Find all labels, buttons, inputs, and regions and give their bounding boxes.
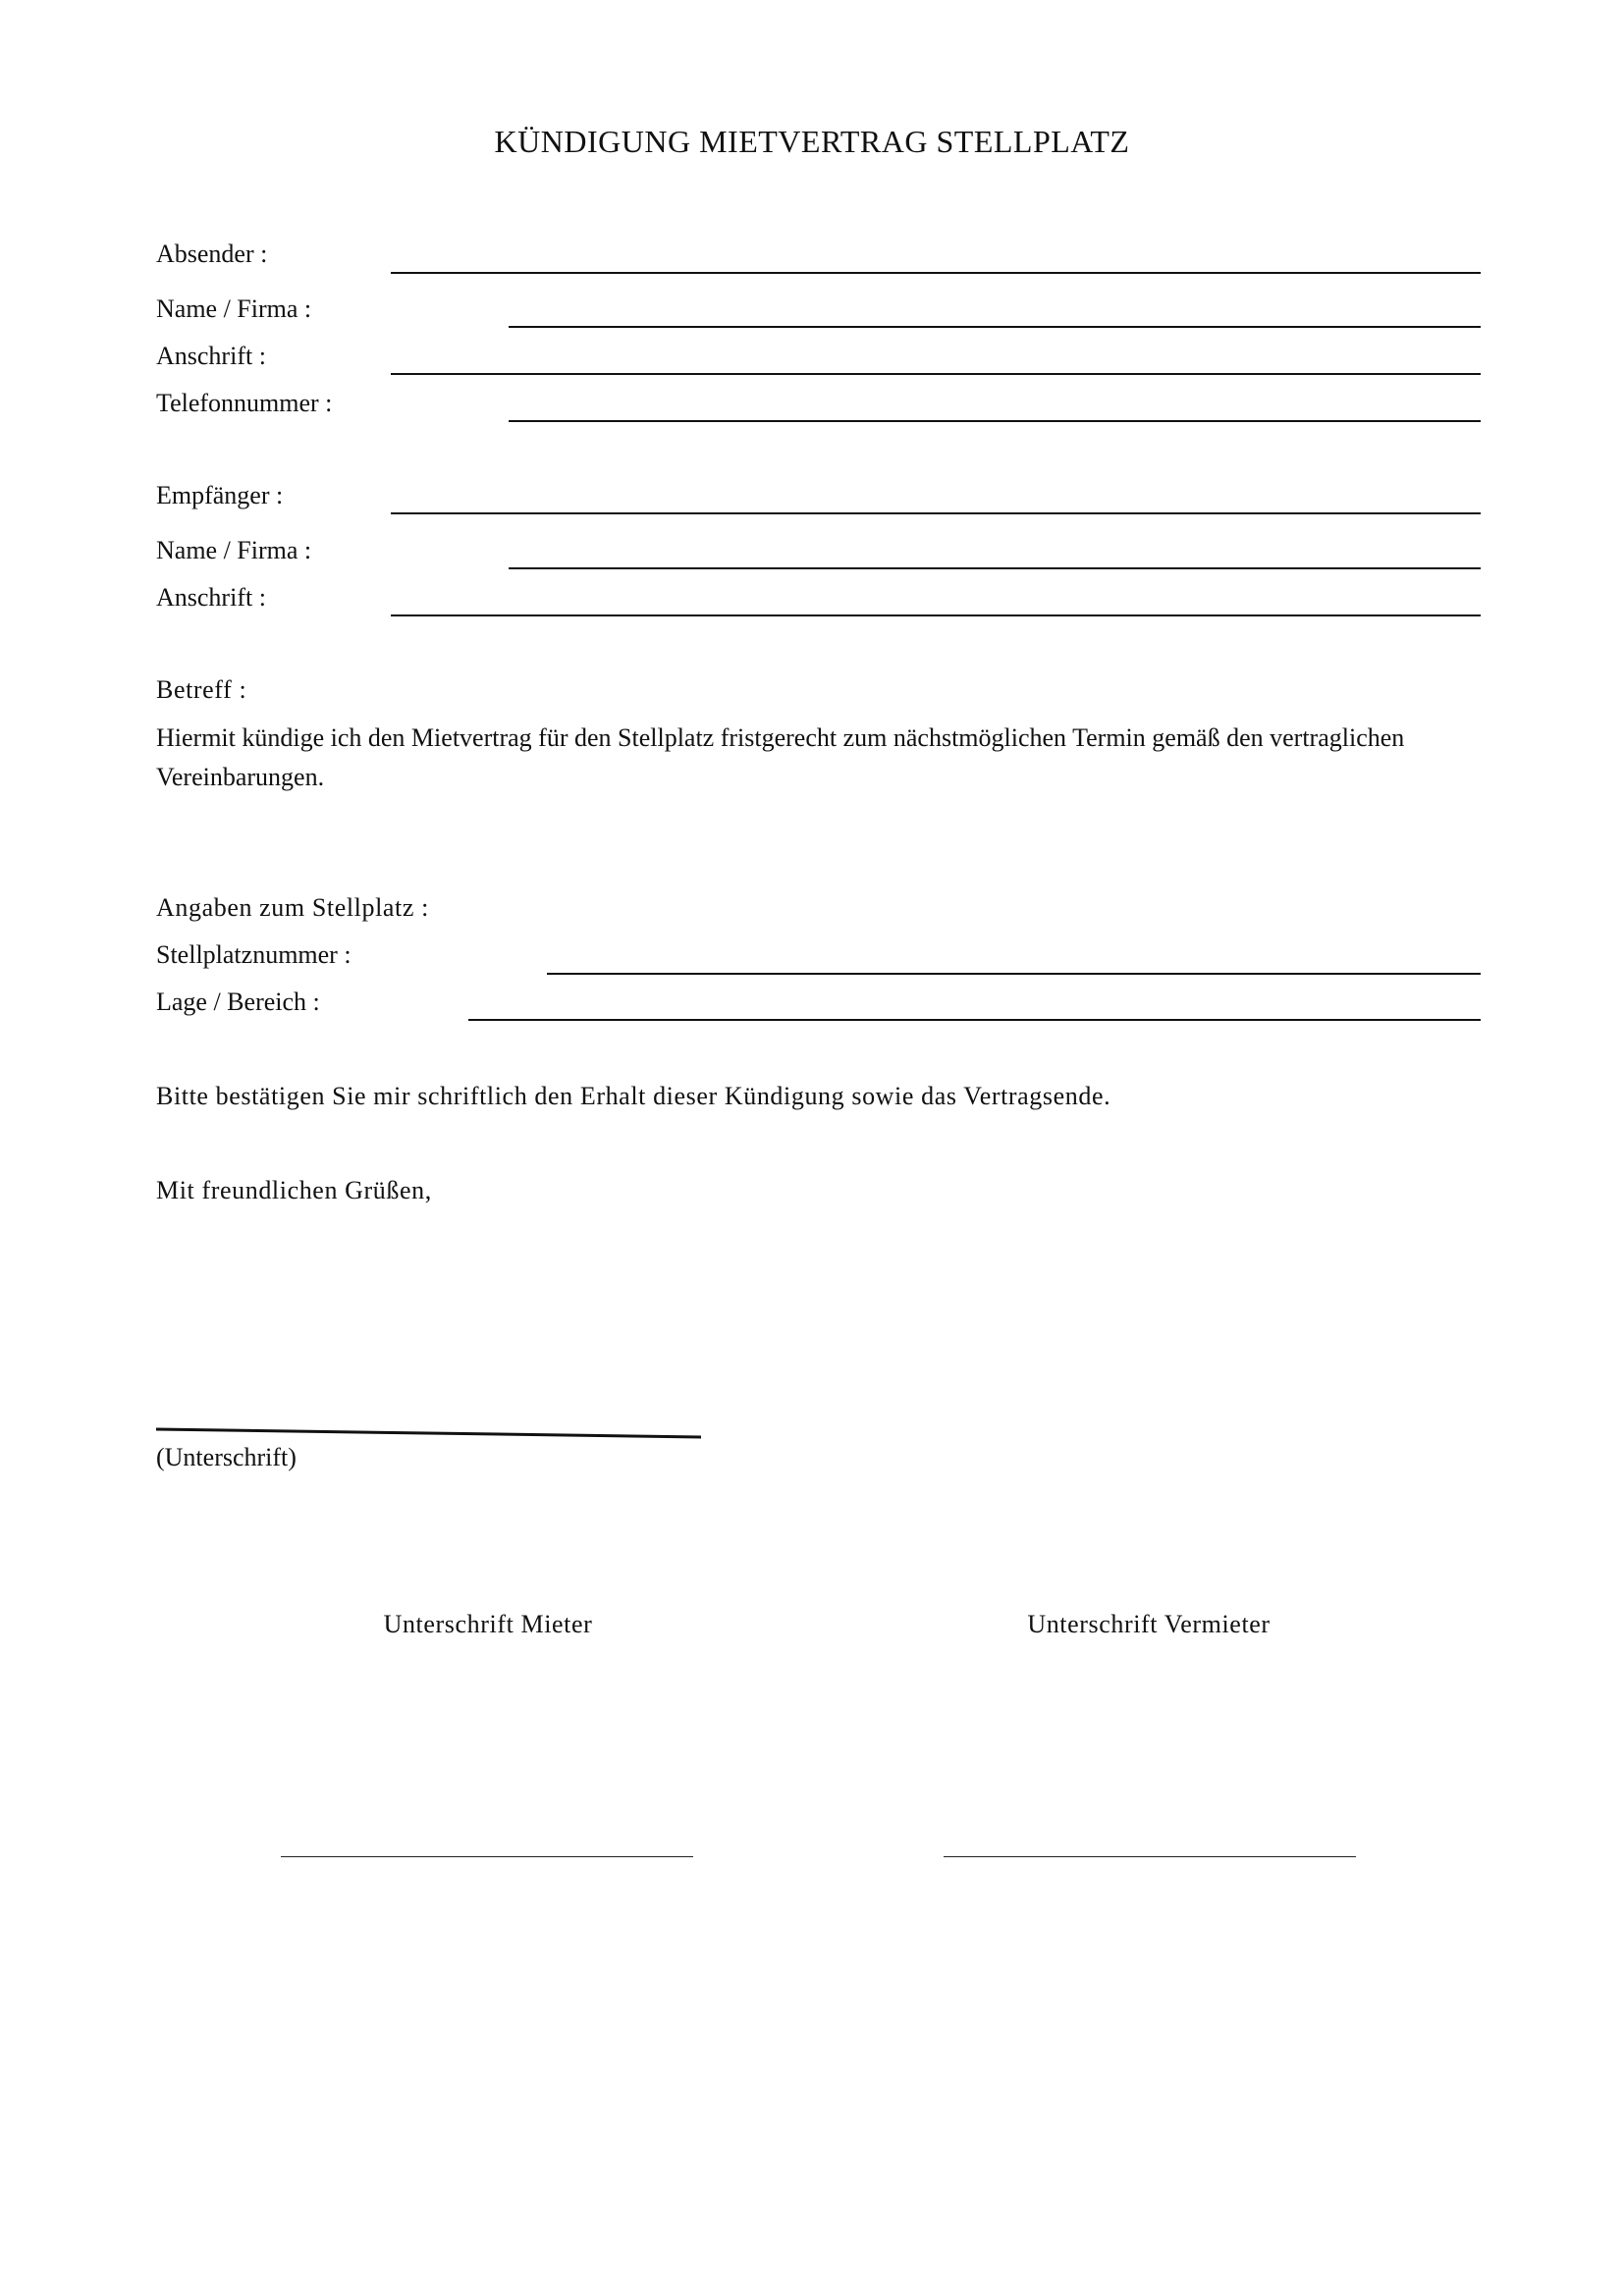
- document-title: KÜNDIGUNG MIETVERTRAG STELLPLATZ: [494, 124, 1130, 159]
- sender-address-label: Anschrift :: [156, 342, 266, 370]
- signature-line[interactable]: [156, 1425, 702, 1441]
- recipient-heading: Empfänger :: [156, 481, 284, 509]
- recipient-name-label: Name / Firma :: [156, 536, 312, 564]
- landlord-signature-label: Unterschrift Vermieter: [1027, 1610, 1271, 1638]
- subject-text: Hiermit kündige ich den Mietvertrag für den Stellplatz fristgerecht zum nächstmöglichen Termin gemäß den vertraglichen Vereinbarungen.: [156, 723, 1405, 791]
- tenant-signature-line[interactable]: [281, 1856, 693, 1857]
- recipient-name-field-line[interactable]: [509, 567, 1481, 569]
- confirmation-text: Bitte bestätigen Sie mir schriftlich den Erhalt dieser Kündigung sowie das Vertragsende.: [156, 1082, 1111, 1110]
- sender-phone-field-line[interactable]: [509, 420, 1481, 422]
- recipient-field-line[interactable]: [391, 512, 1481, 514]
- recipient-address-label: Anschrift :: [156, 583, 266, 612]
- sender-phone-label: Telefonnummer :: [156, 389, 333, 417]
- subject-label: Betreff :: [156, 675, 247, 704]
- landlord-signature-line[interactable]: [944, 1856, 1356, 1857]
- sender-field-line[interactable]: [391, 272, 1481, 274]
- closing-text: Mit freundlichen Grüßen,: [156, 1176, 432, 1204]
- sender-name-label: Name / Firma :: [156, 294, 312, 323]
- parking-location-field-line[interactable]: [468, 1019, 1481, 1021]
- parking-number-label: Stellplatznummer :: [156, 940, 352, 969]
- parking-number-field-line[interactable]: [547, 973, 1481, 975]
- recipient-address-field-line[interactable]: [391, 614, 1481, 616]
- parking-heading: Angaben zum Stellplatz :: [156, 893, 429, 922]
- sender-address-field-line[interactable]: [391, 373, 1481, 375]
- signature-label: (Unterschrift): [156, 1443, 297, 1471]
- sender-heading: Absender :: [156, 240, 268, 268]
- parking-location-label: Lage / Bereich :: [156, 988, 320, 1016]
- tenant-signature-label: Unterschrift Mieter: [383, 1610, 593, 1638]
- sender-name-field-line[interactable]: [509, 326, 1481, 328]
